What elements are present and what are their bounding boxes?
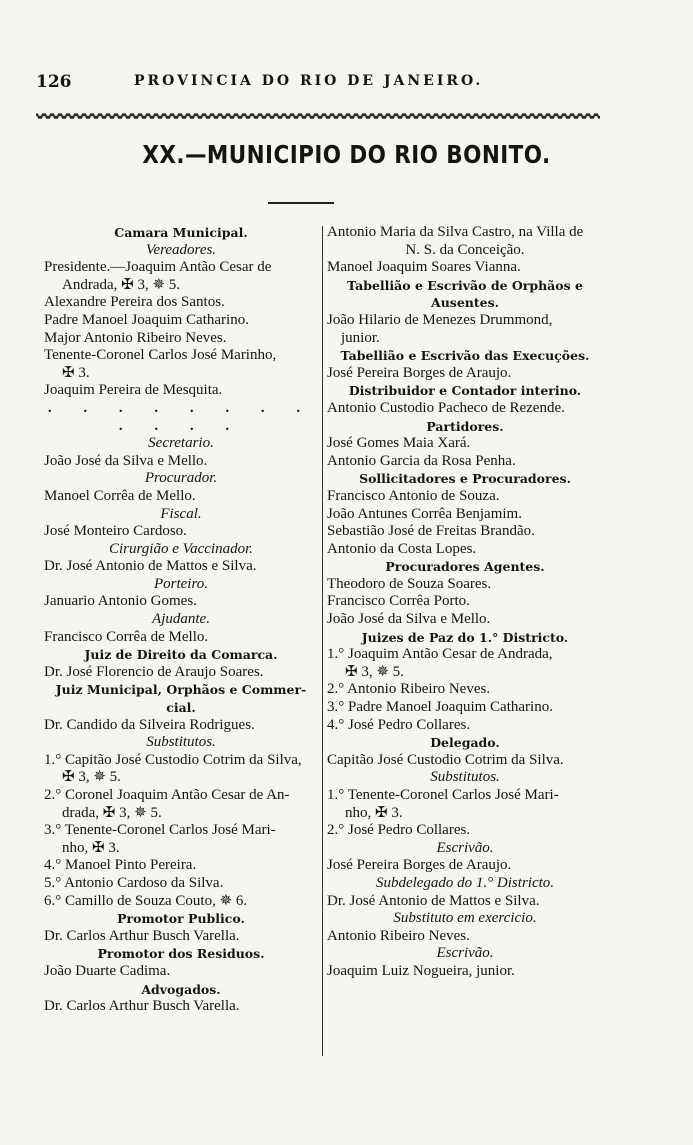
entry-line: 5.° Antonio Cardoso da Silva. xyxy=(44,874,224,891)
section-heading: cial. xyxy=(166,700,196,716)
section-heading: Ausentes. xyxy=(431,295,499,311)
entry-line: Manoel Joaquim Soares Vianna. xyxy=(327,259,521,276)
entry-continuation: junior. xyxy=(341,329,380,346)
entry-continuation: drada, ✠ 3, ✵ 5. xyxy=(62,804,162,821)
role-subheading: Fiscal. xyxy=(160,505,202,522)
entry-line: Major Antonio Ribeiro Neves. xyxy=(44,329,227,346)
entry-continuation: ✠ 3, ✵ 5. xyxy=(62,769,121,786)
entry-line: Francisco Antonio de Souza. xyxy=(327,487,500,504)
entry-line: 6.° Camillo de Souza Couto, ✵ 6. xyxy=(44,892,248,909)
role-subheading: Ajudante. xyxy=(152,611,210,628)
entry-line: 1.° Joaquim Antão Cesar de Andrada, xyxy=(327,646,553,663)
section-heading: Juizes de Paz do 1.° Districto. xyxy=(361,629,569,645)
entry-line: Joaquim Pereira de Mesquita. xyxy=(44,382,223,399)
role-subheading: Substitutos. xyxy=(430,769,500,786)
entry-line: Alexandre Pereira dos Santos. xyxy=(44,294,225,311)
entry-continuation: nho, ✠ 3. xyxy=(345,804,403,821)
entry-line: 2.° Antonio Ribeiro Neves. xyxy=(327,681,491,698)
entry-continuation: nho, ✠ 3. xyxy=(62,839,120,856)
entry-line: Tenente-Coronel Carlos José Marinho, xyxy=(44,347,277,364)
role-subheading: Procurador. xyxy=(144,470,218,487)
page-number: 126 xyxy=(36,72,72,92)
entry-line: 1.° Tenente-Coronel Carlos José Mari- xyxy=(327,787,559,803)
role-subheading: Porteiro. xyxy=(153,575,209,592)
role-subheading: Escrivão. xyxy=(436,945,494,962)
entry-line: 2.° Coronel Joaquim Antão Cesar de An- xyxy=(44,787,290,803)
entry-continuation: N. S. da Conceição. xyxy=(405,241,525,258)
entry-line: Francisco Corrêa de Mello. xyxy=(44,628,209,645)
section-heading: Camara Municipal. xyxy=(114,225,248,240)
entry-line: José Monteiro Cardoso. xyxy=(44,523,187,540)
entry-line: Antonio Ribeiro Neves. xyxy=(327,927,470,944)
entry-line: Antonio Garcia da Rosa Penha. xyxy=(327,452,516,469)
section-heading: Promotor dos Residuos. xyxy=(97,946,265,962)
entry-line: Antonio da Costa Lopes. xyxy=(327,540,477,557)
role-subheading: Secretario. xyxy=(148,435,214,452)
entry-line: João Antunes Corrêa Benjamim. xyxy=(327,505,522,522)
role-subheading: Escrivão. xyxy=(436,839,494,856)
section-title: XX.—MUNICIPIO DO RIO BONITO. xyxy=(142,140,551,169)
left-column xyxy=(44,224,318,1016)
running-title: PROVINCIA DO RIO DE JANEIRO. xyxy=(134,73,484,89)
entry-line: 4.° José Pedro Collares. xyxy=(327,716,471,733)
entry-line: Antonio Maria da Silva Castro, na Villa de xyxy=(327,224,584,240)
entry-continuation: Andrada, ✠ 3, ✵ 5. xyxy=(62,276,181,293)
entry-line: 3.° Tenente-Coronel Carlos José Mari- xyxy=(44,822,276,839)
entry-line: Capitão José Custodio Cotrim da Silva. xyxy=(327,751,564,768)
entry-line: José Gomes Maia Xará. xyxy=(327,435,471,452)
section-heading: Procuradores Agentes. xyxy=(385,559,545,575)
section-heading: Juiz Municipal, Orphãos e Commer- xyxy=(55,682,307,698)
entry-line: Manoel Corrêa de Mello. xyxy=(44,487,196,504)
entry-line: João José da Silva e Mello. xyxy=(44,452,208,469)
entry-line: 2.° José Pedro Collares. xyxy=(327,822,471,839)
entry-line: João José da Silva e Mello. xyxy=(327,611,491,628)
entry-line: Sebastião José de Freitas Brandão. xyxy=(327,523,535,540)
section-heading: Juiz de Direito da Comarca. xyxy=(84,647,278,663)
section-heading: Promotor Publico. xyxy=(117,911,245,927)
entry-line: Dr. Candido da Silveira Rodrigues. xyxy=(44,716,255,733)
section-heading: Partidores. xyxy=(426,418,504,434)
entry-continuation: ✠ 3, ✵ 5. xyxy=(345,663,404,680)
entry-line: João Hilario de Menezes Drummond, xyxy=(327,311,553,328)
entry-line: Dr. José Antonio de Mattos e Silva. xyxy=(44,558,257,575)
column-divider xyxy=(322,226,323,1056)
entry-line: Dr. José Florencio de Araujo Soares. xyxy=(44,663,264,680)
entry-line: Januario Antonio Gomes. xyxy=(44,593,197,610)
entry-line: Dr. José Antonio de Mattos e Silva. xyxy=(327,892,540,909)
section-heading: Sollicitadores e Procuradores. xyxy=(359,471,571,487)
page-header xyxy=(36,72,616,94)
wavy-rule xyxy=(36,112,600,120)
entry-line: José Pereira Borges de Araujo. xyxy=(327,857,512,874)
entry-line: João Duarte Cadima. xyxy=(44,962,171,979)
entry-line: Presidente.—Joaquim Antão Cesar de xyxy=(44,259,272,276)
section-heading: Distribuidor e Contador interino. xyxy=(348,383,582,399)
entry-line: Antonio Custodio Pacheco de Rezende. xyxy=(327,399,565,416)
section-heading: Advogados. xyxy=(141,981,221,997)
title-rule xyxy=(268,202,334,204)
role-subheading: Vereadores. xyxy=(145,241,217,258)
role-subheading: Cirurgião e Vaccinador. xyxy=(108,540,254,557)
entry-line: Theodoro de Souza Soares. xyxy=(327,575,492,592)
entry-line: Joaquim Luiz Nogueira, junior. xyxy=(327,962,515,979)
role-subheading: Substituto em exercicio. xyxy=(393,910,537,927)
dotted-leader: . . . . . . . . . . . . xyxy=(47,399,315,434)
entry-continuation: ✠ 3. xyxy=(62,364,90,381)
entry-line: Francisco Corrêa Porto. xyxy=(327,593,470,610)
entry-line: Dr. Carlos Arthur Busch Varella. xyxy=(44,998,240,1015)
section-heading: Tabellião e Escrivão de Orphãos e xyxy=(347,277,583,293)
entry-line: Dr. Carlos Arthur Busch Varella. xyxy=(44,927,240,944)
right-column xyxy=(327,224,603,981)
section-heading: Delegado. xyxy=(430,735,500,751)
entry-line: 4.° Manoel Pinto Pereira. xyxy=(44,857,197,874)
entry-line: 1.° Capitão José Custodio Cotrim da Silva, xyxy=(44,751,302,768)
entry-line: José Pereira Borges de Araujo. xyxy=(327,364,512,381)
entry-line: 3.° Padre Manoel Joaquim Catharino. xyxy=(327,699,553,716)
section-heading: Tabellião e Escrivão das Execuções. xyxy=(340,348,590,364)
role-subheading: Subdelegado do 1.° Districto. xyxy=(375,874,555,891)
role-subheading: Substitutos. xyxy=(146,734,216,751)
entry-line: Padre Manoel Joaquim Catharino. xyxy=(44,311,249,328)
